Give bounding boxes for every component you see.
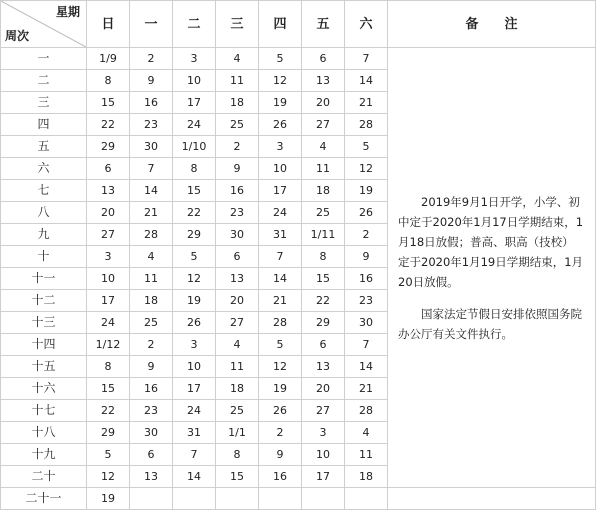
date-cell: 21 [345, 378, 388, 400]
date-cell: 12 [259, 70, 302, 92]
date-cell: 9 [216, 158, 259, 180]
week-number-cell: 四 [1, 114, 87, 136]
week-number-cell: 二十一 [1, 488, 87, 510]
date-cell: 13 [130, 466, 173, 488]
date-cell: 9 [130, 356, 173, 378]
week-number-cell: 十五 [1, 356, 87, 378]
date-cell: 25 [216, 114, 259, 136]
date-cell: 16 [130, 378, 173, 400]
date-cell: 13 [302, 356, 345, 378]
date-cell: 29 [87, 422, 130, 444]
date-cell: 15 [87, 378, 130, 400]
day-header-thu: 四 [259, 1, 302, 48]
date-cell: 6 [87, 158, 130, 180]
date-cell: 18 [216, 378, 259, 400]
header-row [1, 1, 596, 48]
date-cell: 11 [216, 70, 259, 92]
date-cell: 20 [216, 290, 259, 312]
date-cell: 8 [173, 158, 216, 180]
date-cell: 4 [216, 48, 259, 70]
date-cell [216, 488, 259, 510]
week-number-cell: 十六 [1, 378, 87, 400]
date-cell: 23 [216, 202, 259, 224]
date-cell: 19 [259, 378, 302, 400]
date-cell: 27 [302, 400, 345, 422]
calendar-body [1, 48, 596, 510]
date-cell: 11 [216, 356, 259, 378]
date-cell: 25 [130, 312, 173, 334]
date-cell: 11 [345, 444, 388, 466]
date-cell: 12 [345, 158, 388, 180]
date-cell: 18 [216, 92, 259, 114]
date-cell [130, 488, 173, 510]
week-number-cell: 十八 [1, 422, 87, 444]
week-number-cell: 十一 [1, 268, 87, 290]
date-cell: 2 [130, 334, 173, 356]
date-cell: 24 [87, 312, 130, 334]
date-cell: 19 [173, 290, 216, 312]
date-cell: 24 [259, 202, 302, 224]
date-cell: 20 [302, 378, 345, 400]
date-cell: 7 [173, 444, 216, 466]
week-number-cell: 七 [1, 180, 87, 202]
date-cell: 26 [345, 202, 388, 224]
date-cell: 22 [302, 290, 345, 312]
date-cell: 13 [87, 180, 130, 202]
date-cell: 28 [259, 312, 302, 334]
date-cell: 23 [130, 114, 173, 136]
date-cell: 15 [216, 466, 259, 488]
date-cell: 25 [216, 400, 259, 422]
date-cell: 13 [216, 268, 259, 290]
notes-cell [388, 48, 596, 488]
week-number-cell: 六 [1, 158, 87, 180]
corner-weekday-label: 星期 [55, 5, 80, 19]
date-cell: 1/10 [173, 136, 216, 158]
date-cell: 14 [173, 466, 216, 488]
date-cell: 17 [87, 290, 130, 312]
date-cell: 5 [173, 246, 216, 268]
date-cell: 6 [302, 334, 345, 356]
date-cell: 2 [216, 136, 259, 158]
date-cell: 14 [259, 268, 302, 290]
date-cell: 23 [345, 290, 388, 312]
date-cell: 30 [345, 312, 388, 334]
date-cell: 14 [130, 180, 173, 202]
date-cell: 28 [130, 224, 173, 246]
week-number-cell: 十三 [1, 312, 87, 334]
date-cell: 4 [302, 136, 345, 158]
date-cell: 8 [302, 246, 345, 268]
date-cell: 1/9 [87, 48, 130, 70]
week-number-cell: 九 [1, 224, 87, 246]
day-header-tue: 二 [173, 1, 216, 48]
date-cell: 7 [130, 158, 173, 180]
date-cell: 10 [259, 158, 302, 180]
notes-header: 备 注 [388, 1, 596, 48]
table-row [1, 488, 596, 510]
date-cell: 14 [345, 356, 388, 378]
date-cell: 17 [173, 92, 216, 114]
date-cell: 2 [259, 422, 302, 444]
date-cell: 6 [130, 444, 173, 466]
date-cell: 5 [259, 334, 302, 356]
date-cell: 1/12 [87, 334, 130, 356]
date-cell: 19 [259, 92, 302, 114]
date-cell: 10 [173, 70, 216, 92]
date-cell: 8 [87, 356, 130, 378]
date-cell: 27 [87, 224, 130, 246]
date-cell: 7 [345, 48, 388, 70]
date-cell: 3 [259, 136, 302, 158]
date-cell: 9 [345, 246, 388, 268]
date-cell: 4 [130, 246, 173, 268]
date-cell: 11 [302, 158, 345, 180]
week-number-cell: 十四 [1, 334, 87, 356]
notes-paragraph-holidays: 国家法定节假日安排依照国务院办公厅有关文件执行。 [398, 306, 582, 341]
date-cell: 2 [345, 224, 388, 246]
date-cell: 22 [87, 114, 130, 136]
date-cell: 26 [173, 312, 216, 334]
date-cell: 31 [259, 224, 302, 246]
week-number-cell: 二 [1, 70, 87, 92]
week-number-cell: 五 [1, 136, 87, 158]
date-cell: 10 [87, 268, 130, 290]
date-cell: 22 [173, 202, 216, 224]
date-cell: 20 [302, 92, 345, 114]
date-cell: 11 [130, 268, 173, 290]
date-cell: 7 [345, 334, 388, 356]
date-cell: 29 [87, 136, 130, 158]
date-cell [259, 488, 302, 510]
date-cell: 17 [302, 466, 345, 488]
date-cell: 30 [130, 136, 173, 158]
date-cell: 12 [87, 466, 130, 488]
date-cell: 18 [130, 290, 173, 312]
corner-header-cell [1, 1, 87, 48]
date-cell: 30 [216, 224, 259, 246]
date-cell: 21 [130, 202, 173, 224]
date-cell: 29 [173, 224, 216, 246]
day-header-sat: 六 [345, 1, 388, 48]
date-cell: 21 [259, 290, 302, 312]
week-number-cell: 八 [1, 202, 87, 224]
date-cell: 15 [173, 180, 216, 202]
date-cell: 8 [216, 444, 259, 466]
date-cell: 17 [259, 180, 302, 202]
date-cell: 16 [345, 268, 388, 290]
day-header-sun: 日 [87, 1, 130, 48]
date-cell: 24 [173, 114, 216, 136]
date-cell: 1/11 [302, 224, 345, 246]
week-number-cell: 一 [1, 48, 87, 70]
date-cell: 31 [173, 422, 216, 444]
date-cell: 27 [216, 312, 259, 334]
week-number-cell: 二十 [1, 466, 87, 488]
date-cell: 3 [302, 422, 345, 444]
week-number-cell: 十 [1, 246, 87, 268]
date-cell: 5 [259, 48, 302, 70]
date-cell: 4 [345, 422, 388, 444]
date-cell: 5 [87, 444, 130, 466]
date-cell: 3 [173, 334, 216, 356]
date-cell [302, 488, 345, 510]
date-cell: 15 [87, 92, 130, 114]
week-number-cell: 十九 [1, 444, 87, 466]
date-cell: 25 [302, 202, 345, 224]
date-cell: 5 [345, 136, 388, 158]
date-cell: 12 [173, 268, 216, 290]
date-cell: 3 [173, 48, 216, 70]
date-cell: 30 [130, 422, 173, 444]
date-cell: 22 [87, 400, 130, 422]
date-cell: 1/1 [216, 422, 259, 444]
notes-empty-cell [388, 488, 596, 510]
date-cell: 9 [259, 444, 302, 466]
date-cell: 28 [345, 400, 388, 422]
date-cell: 9 [130, 70, 173, 92]
date-cell: 3 [87, 246, 130, 268]
date-cell: 16 [259, 466, 302, 488]
date-cell: 2 [130, 48, 173, 70]
date-cell: 12 [259, 356, 302, 378]
date-cell: 19 [87, 488, 130, 510]
corner-week-label: 周次 [5, 29, 30, 43]
date-cell [345, 488, 388, 510]
date-cell: 21 [345, 92, 388, 114]
date-cell: 19 [345, 180, 388, 202]
date-cell: 16 [216, 180, 259, 202]
date-cell: 15 [302, 268, 345, 290]
date-cell: 26 [259, 400, 302, 422]
week-number-cell: 三 [1, 92, 87, 114]
date-cell: 28 [345, 114, 388, 136]
date-cell: 13 [302, 70, 345, 92]
date-cell: 4 [216, 334, 259, 356]
table-row [1, 48, 596, 70]
date-cell: 17 [173, 378, 216, 400]
date-cell: 27 [302, 114, 345, 136]
week-number-cell: 十二 [1, 290, 87, 312]
date-cell: 10 [302, 444, 345, 466]
date-cell: 18 [302, 180, 345, 202]
day-header-mon: 一 [130, 1, 173, 48]
date-cell: 10 [173, 356, 216, 378]
day-header-fri: 五 [302, 1, 345, 48]
notes-paragraph-schedule: 2019年9月1日开学，小学、初中定于2020年1月17日学期结束，1月18日放假；普高、职高（技校）定于2020年1月19日学期结束，1月20日放假。 [398, 194, 584, 289]
date-cell: 18 [345, 466, 388, 488]
day-header-wed: 三 [216, 1, 259, 48]
date-cell: 29 [302, 312, 345, 334]
week-number-cell: 十七 [1, 400, 87, 422]
date-cell: 16 [130, 92, 173, 114]
date-cell: 6 [216, 246, 259, 268]
date-cell: 26 [259, 114, 302, 136]
date-cell [173, 488, 216, 510]
date-cell: 8 [87, 70, 130, 92]
date-cell: 6 [302, 48, 345, 70]
date-cell: 20 [87, 202, 130, 224]
date-cell: 23 [130, 400, 173, 422]
date-cell: 14 [345, 70, 388, 92]
date-cell: 24 [173, 400, 216, 422]
date-cell: 7 [259, 246, 302, 268]
